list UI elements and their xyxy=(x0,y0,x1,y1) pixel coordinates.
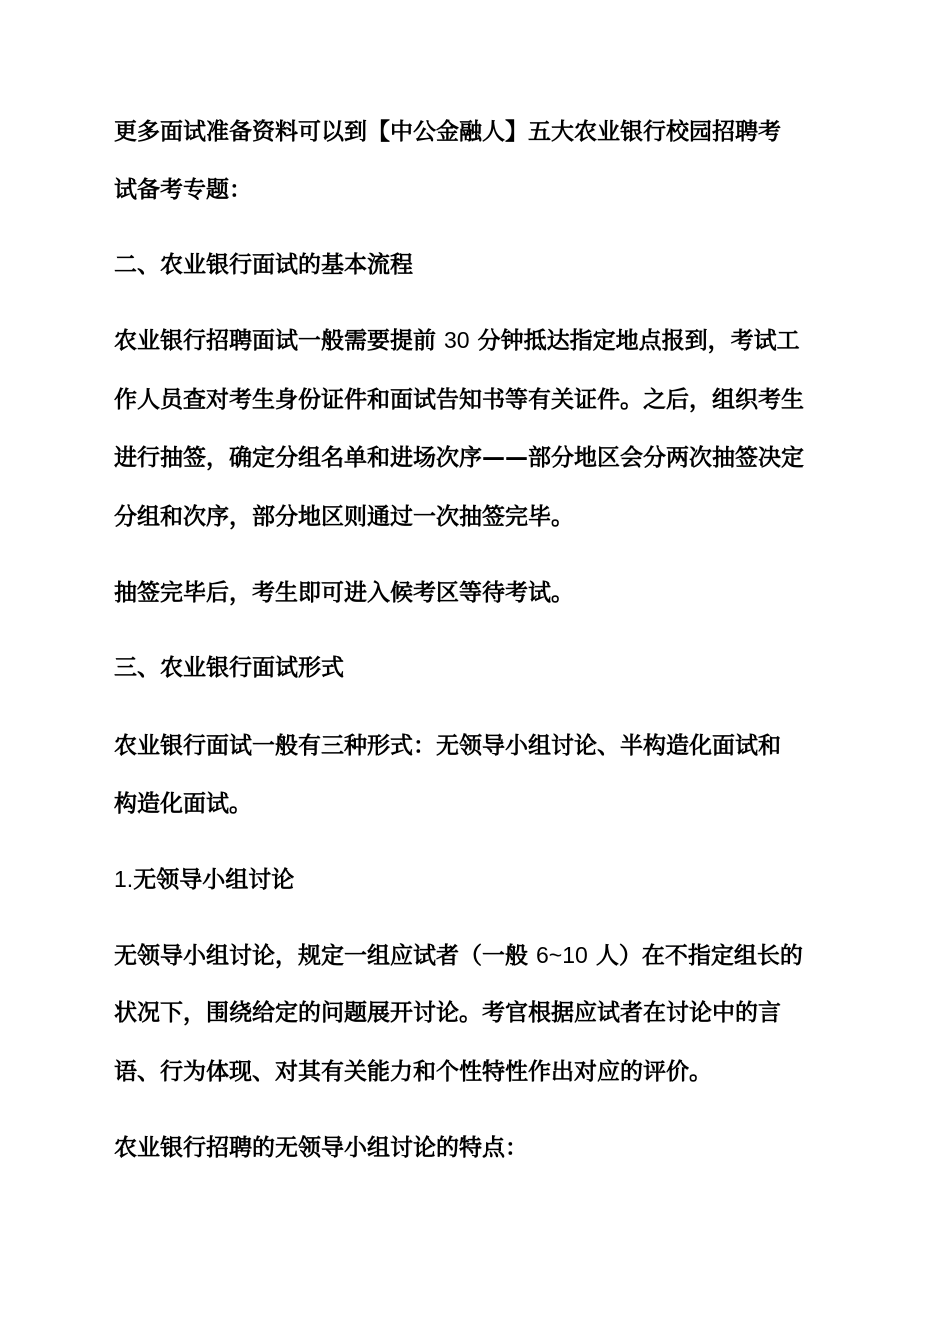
numeric-run: 6~10 xyxy=(536,942,588,968)
text-line: 进行抽签，确定分组名单和进场次序——部分地区会分两次抽签决定 xyxy=(114,445,804,471)
text-line: 无领导小组讨论，规定一组应试者（一般 6~10 人）在不指定组长的 xyxy=(114,942,803,969)
text-line: 1.无领导小组讨论 xyxy=(114,866,295,893)
text-line: 分组和次序，部分地区则通过一次抽签完毕。 xyxy=(114,504,574,530)
text-line: 农业银行面试一般有三种形式：无领导小组讨论、半构造化面试和 xyxy=(114,733,781,759)
text-line: 作人员查对考生身份证件和面试告知书等有关证件。之后，组织考生 xyxy=(114,387,804,413)
numeric-run: 1. xyxy=(114,866,134,892)
text-line: 农业银行招聘的无领导小组讨论的特点： xyxy=(114,1135,528,1161)
text-line: 二、农业银行面试的基本流程 xyxy=(114,252,413,278)
text-line: 抽签完毕后，考生即可进入候考区等待考试。 xyxy=(114,580,574,606)
text-line: 农业银行招聘面试一般需要提前 30 分钟抵达指定地点报到，考试工 xyxy=(114,327,800,354)
text-line: 语、行为体现、对其有关能力和个性特性作出对应的评价。 xyxy=(114,1059,712,1085)
text-line: 三、农业银行面试形式 xyxy=(114,655,344,681)
text-line: 构造化面试。 xyxy=(114,791,252,817)
numeric-run: 30 xyxy=(444,327,470,353)
text-line: 状况下，围绕给定的问题展开讨论。考官根据应试者在讨论中的言 xyxy=(114,1000,781,1026)
text-line: 更多面试准备资料可以到【中公金融人】五大农业银行校园招聘考 xyxy=(114,119,781,145)
text-line: 试备考专题： xyxy=(114,177,252,203)
